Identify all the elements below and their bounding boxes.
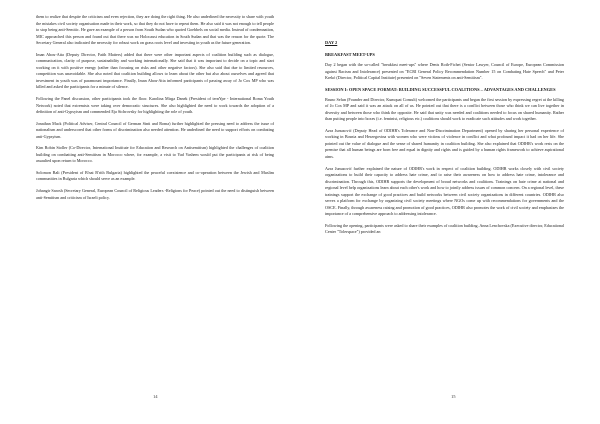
paragraph: Solomon Bali (President of B'nai B'rith Bulgaria) highlighted the peaceful coexistence and co-operation between the Jewish and Muslim communities in Bulgaria which should serve as an example.: [36, 169, 274, 182]
page-number: 15: [451, 394, 456, 399]
paragraph: Iman Abou-Atta (Deputy Director, Faith Matters) added that there were other important aspects of coalition building such as dialogue, communication, clarity of purpose, sustainability and working internationally. She said that it was important to decide on a topic and start working on it with positive energy (rather than focusing on risks and other negative factors). She also said that due to limited resources, competition was unavoidable. She also noted that coalition building allows to learn about the other but also about ourselves and agreed that investment in youth was of paramount importance. Finally, Iman Abou-Atta informed participants of passing away of Jo Cox MP who was killed and asked the participants for a minute of silence.: [36, 51, 274, 90]
page-number: 14: [153, 394, 158, 399]
paragraph: Azra Junuzović further explained the nature of ODIHR's work in respect of coalition building. ODIHR works closely with civil society organizations to build their capacity to address hate crime, and to raise their awareness on how to address hate crime, intolerance and discrimination. Through this, ODIHR supports the development of broad networks and coalitions. Trainings on hate crime at national and regional level help organizations learn about each other's work and how to jointly address issues of common concern. On a regional level, these trainings support the exchange of good practices and build networks between civil society organizations in different countries. ODIHR also serves a platform for exchange by organizing civil society meetings where NGOs come up with recommendations for governments and the OSCE. Finally, through awareness raising and promotion of good practices, ODIHR also promotes the work of civil society and emphasizes the importance of a comprehensive approach to addressing intolerance.: [325, 165, 564, 217]
section-heading-session: SESSION I: OPEN SPACE FORMAT: BUILDING SUCCESSFUL COALITIONS – ADVANTAGES AND CHALLENGES: [325, 86, 556, 92]
paragraph: Following the Panel discussion, other participants took the floor. Karolina Mirga Danek (President of ternYpe - International Roma Youth Network) noted that extremists were taking over democratic structures. She also highlighted the need to work towards the adoption of a definition of anti-Gypsyism and commended Eja Sichrovsky for highlighting the role of youth.: [36, 96, 274, 115]
day-heading: DAY 2: [325, 40, 338, 45]
paragraph: Day 2 began with the so-called "breakfast meet-ups" where Denis Roth-Fichet (Senior Lawyer, Council of Europe, European Commission against Racism and Intolerance) presented on "ECRI General Policy Recommendation Number 15 on Combating Hate Speech" and Peter Krekó (Director, Political Capital Institute) presented on "Seven Statements on anti-Semitism".: [325, 62, 564, 81]
paragraph: them to realize that despite the criticism and even rejection, they are doing the right thing. He also underlined the necessity to share with youth the mistakes civil society organisation made in their work, so that they do not have to repeat them. He also said it was not enough to tell people to stop being anti-Semitic. He gave an example of a person from South Sudan who quoted Goebbels on social media. Instead of condemnation, MIC approached this person and found out that there was no Holocaust education in South Sudan and that was the reason for the quote. The Secretary General also indicated the necessity for robust work on grass roots level and investing in youth as the future generation.: [36, 14, 274, 46]
paragraph: Jonathan Mack (Political Adviser, Central Council of German Sinti and Roma) further highlighted the pressing need to address the issue of nationalism and underscored that other forms of discrimination also needed attention. He underlined the need to support efforts on combating anti-Gypsyism.: [36, 120, 274, 139]
paragraph: Following the opening, participants were asked to share their examples of coalition building. Anna Lenchovska (Executive director, Educational Center "Tolerspace") provided an: [325, 222, 564, 235]
paragraph: Kim Robin Stoller (Co-Director, International Institute for Education and Research on Antisemitism) highlighted the challenges of coalition building on combatting anti-Semitism in Morocco where, for example, a visit to Yad Vashem would put the participants at risk of being assaulted upon return to Morocco.: [36, 145, 274, 164]
right-page: [300, 0, 600, 424]
paragraph: Bruno Selun (Founder and Director, Kumquat Consult) welcomed the participants and began the first session by expressing regret at the killing of Jo Cox MP and said it was an attack on all of us. He pointed out that there is a conflict between those who think we can live together in diversity and between those who think the opposite. He said that unity was needed and coalitions needed to focus on shared humanity. Rather than putting people into boxes (i.e. feminist, religious etc.) coalitions should work to eradicate such attitudes and work together.: [325, 96, 564, 122]
paragraph: Johangir Sarosh (Secretary General, European Council of Religious Leaders -Religions for Peace) pointed out the need to distinguish between anti-Semitism and criticism of Israeli policy.: [36, 188, 274, 200]
section-heading-breakfast: BREAKFAST MEET-UPS: [325, 52, 375, 57]
paragraph: Azra Junuzović (Deputy Head of ODIHR's Tolerance and Non-Discrimination Department) opened by sharing her personal experience of working in Bosnia and Herzegovina with women who were victims of violence in conflict and what profound impact it had on her life. She pointed out the value of dialogue and the sense of shared humanity in coalition building. She also explained that ODIHR's work rests on the premise that all human beings are born free and equal in dignity and rights and is guided by a human rights framework to achieve aspirational aims.: [325, 127, 564, 160]
